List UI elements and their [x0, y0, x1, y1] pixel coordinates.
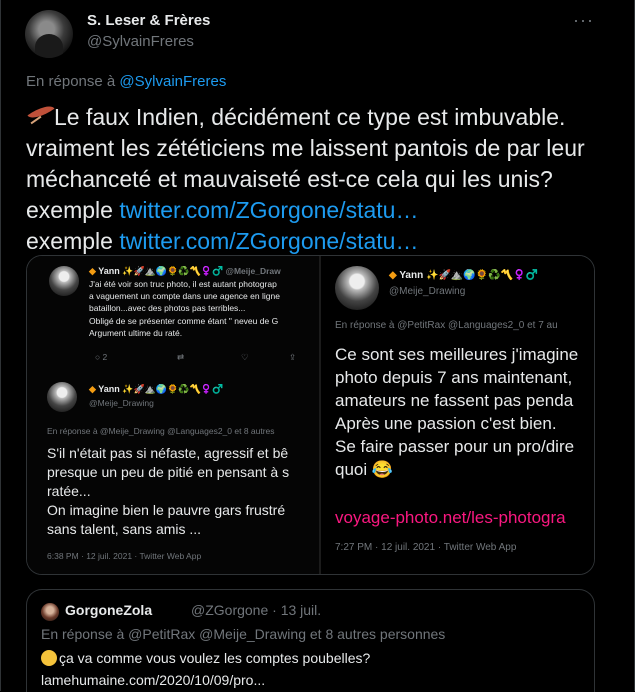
tweet-link-1[interactable]: twitter.com/ZGorgone/statu…: [119, 197, 419, 223]
screenshot-reply-context: En réponse à @Meije_Drawing @Languages2_0 et 8 autres: [47, 426, 275, 436]
tweet-line-4-label: exemple: [26, 197, 113, 223]
screenshot-author-name: Yann: [98, 266, 120, 276]
share-icon: ⇪: [289, 352, 297, 362]
screenshot-author-handle: @Meije_Drawing: [389, 286, 466, 297]
screenshot-author-emojis: ✨🚀⛰️🌍🌻♻️〽️♀️♂️: [426, 270, 539, 281]
quoted-author-meta: @ZGorgone · 13 juil.: [191, 602, 322, 618]
more-options-icon[interactable]: ···: [573, 10, 594, 30]
avatar: [49, 266, 79, 296]
screenshot-link: voyage-photo.net/les-photogra: [335, 508, 566, 527]
screenshot-reply-context: En réponse à @PetitRax @Languages2_0 et 7 au: [335, 320, 558, 331]
screenshot-body-line: presque un peu de pitié en pensant à s: [47, 464, 290, 480]
screenshot-body-line: Se faire passer pour un pro/dire: [335, 437, 575, 456]
media-attachment[interactable]: [26, 255, 595, 575]
screenshot-timestamp: 6:38 PM · 12 juil. 2021 · Twitter Web App: [47, 551, 202, 561]
screenshot-author-emojis: ✨🚀⛰️🌍🌻♻️〽️♀️♂️: [122, 266, 224, 276]
screenshot-body-line: S'il n'était pas si néfaste, agressif et bê: [47, 445, 289, 461]
screenshot-body-line: ratée...: [47, 483, 91, 499]
screenshot-author-name: Yann: [98, 384, 120, 394]
screenshot-body-line: Après une passion c'est bien.: [335, 414, 557, 433]
smile-emoji-icon: [41, 650, 57, 666]
author-handle[interactable]: @SylvainFreres: [87, 33, 194, 50]
quoted-reply-context: En réponse à @PetitRax @Meije_Drawing et 8 autres personnes: [41, 626, 446, 642]
avatar[interactable]: [25, 10, 73, 58]
reply-count: 2: [102, 352, 108, 362]
feather-icon: [26, 104, 54, 128]
screenshot-author-handle: @Meije_Draw: [225, 266, 281, 276]
avatar: [335, 266, 379, 310]
screenshot-author-name: Yann: [399, 270, 424, 281]
avatar: [47, 382, 77, 412]
screenshot-body-line: On imagine bien le pauvre gars frustré: [47, 502, 286, 518]
screenshot-text-line: Obligé de se présenter comme étant " neveu de G: [89, 316, 279, 326]
quoted-tweet[interactable]: [26, 589, 595, 692]
tweet-text: [26, 102, 626, 257]
reply-context: [26, 73, 226, 90]
screenshot-body-line: quoi 😂: [335, 460, 394, 479]
quoted-link[interactable]: lamehumaine.com/2020/10/09/pro...: [41, 672, 266, 688]
tweet-line-5-label: exemple: [26, 228, 113, 254]
author-name[interactable]: S. Leser & Frères: [87, 12, 211, 29]
screenshot-timestamp: 7:27 PM · 12 juil. 2021 · Twitter Web App: [335, 542, 517, 553]
tweet-link-2[interactable]: twitter.com/ZGorgone/statu…: [119, 228, 419, 254]
tweet-line-2: vraiment les zététiciens me laissent pantois de par leur: [26, 135, 585, 161]
screenshot-text-line: a vaguement un compte dans une agence en ligne: [89, 291, 280, 301]
like-icon: ♡: [241, 352, 249, 362]
screenshot-body-line: photo depuis 7 ans maintenant,: [335, 368, 573, 387]
screenshot-body-line: sans talent, sans amis ...: [47, 521, 202, 537]
avatar[interactable]: [41, 603, 59, 621]
retweet-icon: ⇄: [177, 352, 185, 362]
screenshot-text-line: Argument ultime du raté.: [89, 328, 183, 338]
media-image-right[interactable]: ◆ Yann ✨🚀⛰️🌍🌻♻️〽️♀️♂️ @Meije_Drawing En réponse à @PetitRax @Languages2_0 et 7 au Ce sont ses meilleures j'imagine photo depuis 7 ans maintenant, amateurs ne fassent pas penda Après une passion c'est bien. Se faire passer pour un pro/dire quoi 😂 voyage-photo.net/les-photogra 7:27 PM · 12 juil. 2021 · Twitter Web App: [321, 256, 594, 574]
quoted-text-content: ça va comme vous voulez les comptes poubelles?: [59, 650, 371, 666]
reply-prefix: En réponse à: [26, 73, 116, 90]
screenshot-text-line: J'ai été voir son truc photo, il est autant photograp: [89, 279, 277, 289]
screenshot-author-handle: @Meije_Drawing: [89, 398, 154, 408]
media-image-left[interactable]: ◆ Yann ✨🚀⛰️🌍🌻♻️〽️♀️♂️ @Meije_Draw J'ai été voir son truc photo, il est autant photograp a vaguement un compte dans une agence en ligne bataillon...avec des photos pas terribles... Obligé de se présenter comme étant " neveu de G Argument ultime du raté. ○ 2 ⇄ ♡ ⇪ ◆ Yann ✨🚀⛰️🌍🌻♻️〽️♀️♂️ @Meije_Drawing En réponse à @Meije_Drawing @Languages2_0 et 8 autres S'il n'était pas si néfaste, agressif et bê presque un peu de pitié en pensant à s ratée... On imagine bien le pauvre gars frustré sans talent, sans amis ... 6:38 PM · 12 juil. 2021 · Twitter Web App: [27, 256, 319, 574]
screenshot-text-line: bataillon...avec des photos pas terribles...: [89, 303, 246, 313]
tweet-line-1: Le faux Indien, décidément ce type est imbuvable.: [54, 104, 566, 130]
screenshot-body-line: amateurs ne fassent pas penda: [335, 391, 574, 410]
reply-icon: ○: [95, 352, 101, 362]
reply-handle-link[interactable]: @SylvainFreres: [119, 73, 227, 90]
tweet-line-3: méchanceté et mauvaiseté est-ce cela qui les unis?: [26, 166, 553, 192]
screenshot-author-emojis: ✨🚀⛰️🌍🌻♻️〽️♀️♂️: [122, 384, 224, 394]
screenshot-body-line: Ce sont ses meilleures j'imagine: [335, 345, 579, 364]
quoted-text: [41, 650, 370, 666]
quoted-author-name[interactable]: GorgoneZola: [65, 602, 153, 618]
